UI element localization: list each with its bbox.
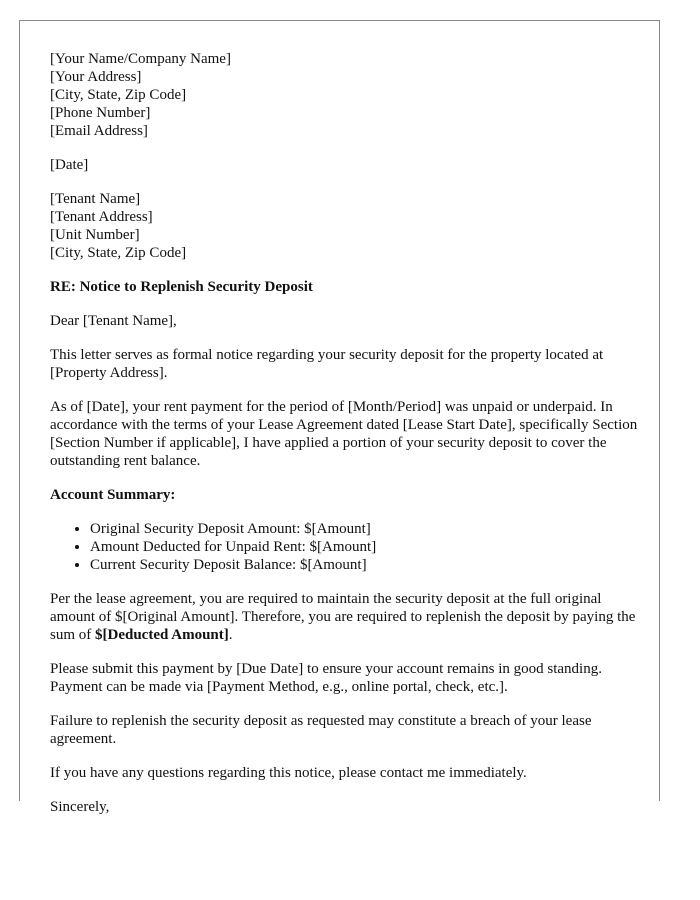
tenant-address: [Tenant Address] — [50, 209, 153, 225]
list-item-original-deposit: • Original Security Deposit Amount: $[Amount] — [90, 520, 650, 538]
paragraph-notice: This letter serves as formal notice regarding your security deposit for the property located at [Property Address]. — [50, 347, 604, 381]
account-summary-list — [50, 520, 650, 574]
salutation: Dear [Tenant Name], — [50, 313, 177, 329]
tenant-name: [Tenant Name] — [50, 191, 141, 207]
letter-page — [19, 20, 660, 815]
paragraph-questions: If you have any questions regarding this notice, please contact me immediately. — [50, 765, 527, 781]
deducted-amount: $[Deducted Amount] — [95, 627, 229, 643]
recipient-address-block — [50, 190, 650, 262]
paragraph-replenish-requirement — [50, 590, 650, 644]
sender-address: [Your Address] — [50, 69, 142, 85]
subject-line: RE: Notice to Replenish Security Deposit — [50, 279, 313, 295]
replenish-period: . — [228, 627, 233, 643]
letter-date: [Date] — [50, 157, 89, 173]
tenant-city-state-zip: [City, State, Zip Code] — [50, 245, 187, 261]
replenish-text: Per the lease agreement, you are required to maintain the security deposit at the full original amount of $[Original Amount]. Therefore, you are required to replenish the deposit by paying the sum of — [50, 591, 636, 643]
letter-body — [50, 50, 650, 832]
unit-number: [Unit Number] — [50, 227, 140, 243]
paragraph-payment-instructions: Please submit this payment by [Due Date] to ensure your account remains in good standing. Payment can be made via [Payment Method, e.g., online portal, check, etc.]. — [50, 661, 602, 695]
sender-email: [Email Address] — [50, 123, 148, 139]
paragraph-rent-applied: As of [Date], your rent payment for the period of [Month/Period] was unpaid or underpaid. In accordance with the terms of your Lease Agreement dated [Lease Start Date], specifically Section [Section Number if applicable], I have applied a portion of your security deposit to cover the outstanding rent balance. — [50, 399, 638, 469]
sender-phone: [Phone Number] — [50, 105, 151, 121]
account-summary-heading: Account Summary: — [50, 487, 176, 503]
sender-address-block — [50, 50, 650, 140]
list-item-amount-deducted: • Amount Deducted for Unpaid Rent: $[Amount] — [90, 538, 650, 556]
list-item-current-balance: • Current Security Deposit Balance: $[Amount] — [90, 556, 650, 574]
paragraph-breach-warning: Failure to replenish the security deposit as requested may constitute a breach of your lease agreement. — [50, 713, 592, 747]
sender-city-state-zip: [City, State, Zip Code] — [50, 87, 187, 103]
closing: Sincerely, — [50, 799, 110, 815]
sender-name: [Your Name/Company Name] — [50, 51, 231, 67]
